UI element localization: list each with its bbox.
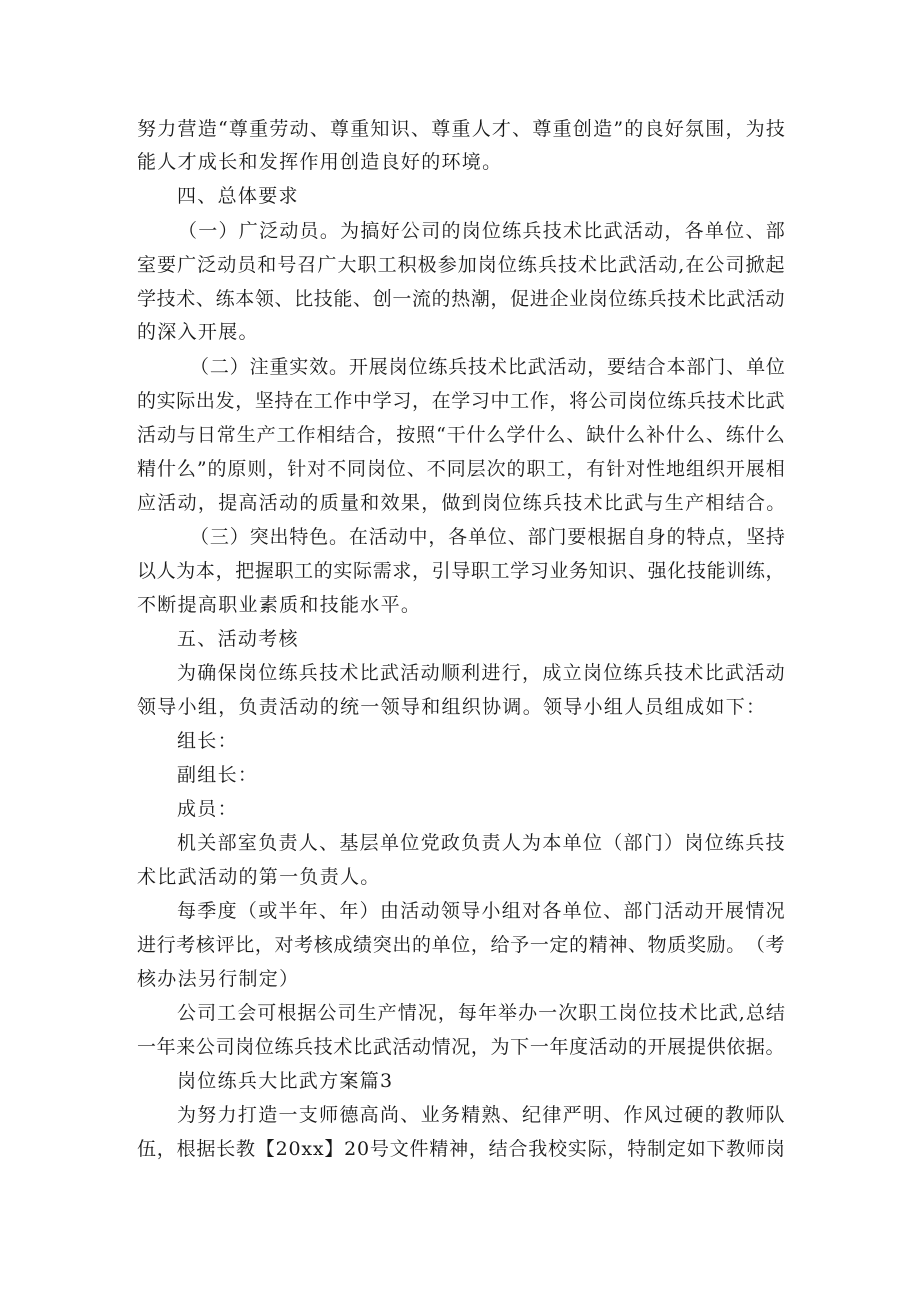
section-heading: 岗位练兵大比武方案篇3 [177,1070,394,1092]
text-line: （ 一 ） 广 泛 动 员 。 为 搞 好 公 司 的 岗 位 练 兵 技 术 比 武 活 动 ， 各 单 位 、 部 [178,220,785,242]
text-line: 不断提高职业素质和技能水平。 [137,594,422,616]
text-line: 努 力 营 造 “ 尊 重 劳 动 、 尊 重 知 识 、 尊 重 人 才 、 尊 重 创 造 ” 的 良 好 氛 围 ， 为 技 [137,118,785,140]
text-line: 为 确 保 岗 位 练 兵 技 术 比 武 活 动 顺 利 进 行 ， 成 立 岗 位 练 兵 技 术 比 武 活 动 [177,662,785,684]
text-line: 机 关 部 室 负 责 人 、 基 层 单 位 党 政 负 责 人 为 本 单 位 （ 部 门 ） 岗 位 练 兵 技 [177,832,785,854]
text-line: 以 人 为 本 ， 把 握 职 工 的 实 际 需 求 ， 引 导 职 工 学 习 业 务 知 识 、 强 化 技 能 训 练 ， [137,560,785,582]
text-line: 术比武活动的第一负责人。 [137,866,381,888]
text-line: 应活动，提高活动的质量和效果，做到岗位练兵技术比武与生产相结合。 [137,492,787,514]
text-line: 公 司 工 会 可 根 据 公 司 生 产 情 况 ， 每 年 举 办 一 次 职 工 岗 位 技 术 比 武 , 总 结 [177,1002,785,1024]
text-line: 成员： [177,798,238,820]
text-line: 核办法另行制定） [137,968,300,990]
text-line: 的 实 际 出 发 ， 坚 持 在 工 作 中 学 习 ， 在 学 习 中 工 作 ， 将 公 司 岗 位 练 兵 技 术 比 武 [137,390,785,412]
text-line: （ 二 ） 注 重 实 效 。 开 展 岗 位 练 兵 技 术 比 武 活 动 ， 要 结 合 本 部 门 、 单 位 [190,356,785,378]
section-heading: 四、总体要求 [177,185,299,207]
text-line: 每 季 度 （ 或 半 年 、 年 ） 由 活 动 领 导 小 组 对 各 单 位 、 部 门 活 动 开 展 情 况 [177,900,785,922]
text-line: 精 什 么 ” 的 原 则 ， 针 对 不 同 岗 位 、 不 同 层 次 的 职 工 ， 有 针 对 性 地 组 织 开 展 相 [137,458,785,480]
text-line: 一 年 来 公 司 岗 位 练 兵 技 术 比 武 活 动 情 况 ， 为 下 一 年 度 活 动 的 开 展 提 供 依 据 。 [137,1036,785,1058]
section-heading: 五、活动考核 [177,628,299,650]
text-line: 能人才成长和发挥作用创造良好的环境。 [137,151,503,173]
text-line: 组长： [177,730,238,752]
text-line: 活 动 与 日 常 生 产 工 作 相 结 合 ， 按 照 “ 干 什 么 学 什 么 、 缺 什 么 补 什 么 、 练 什 么 [137,424,785,446]
text-line: 学 技 术 、 练 本 领 、 比 技 能 、 创 一 流 的 热 潮 ， 促 进 企 业 岗 位 练 兵 技 术 比 武 活 动 [137,288,785,310]
text-line: 为 努 力 打 造 一 支 师 德 高 尚 、 业 务 精 熟 、 纪 律 严 明 、 作 风 过 硬 的 教 师 队 [177,1104,785,1126]
text-line: 的深入开展。 [137,321,259,343]
text-line: （ 三 ） 突 出 特 色 。 在 活 动 中 ， 各 单 位 、 部 门 要 根 据 自 身 的 特 点 ， 坚 持 [190,526,785,548]
text-line: 伍 ， 根 据 长 教 【 2 0 x x 】 2 0 号 文 件 精 神 ， 结 合 我 校 实 际 ， 特 制 定 如 下 教 师 岗 [137,1138,785,1160]
text-line: 室 要 广 泛 动 员 和 号 召 广 大 职 工 积 极 参 加 岗 位 练 兵 技 术 比 武 活 动 , 在 公 司 掀 起 [137,254,785,276]
text-line: 进 行 考 核 评 比 ， 对 考 核 成 绩 突 出 的 单 位 ， 给 予 一 定 的 精 神 、 物 质 奖 励 。 （ 考 [137,934,785,956]
text-line: 副组长： [177,764,259,786]
text-line: 领导小组，负责活动的统一领导和组织协调。领导小组人员组成如下： [137,696,767,718]
